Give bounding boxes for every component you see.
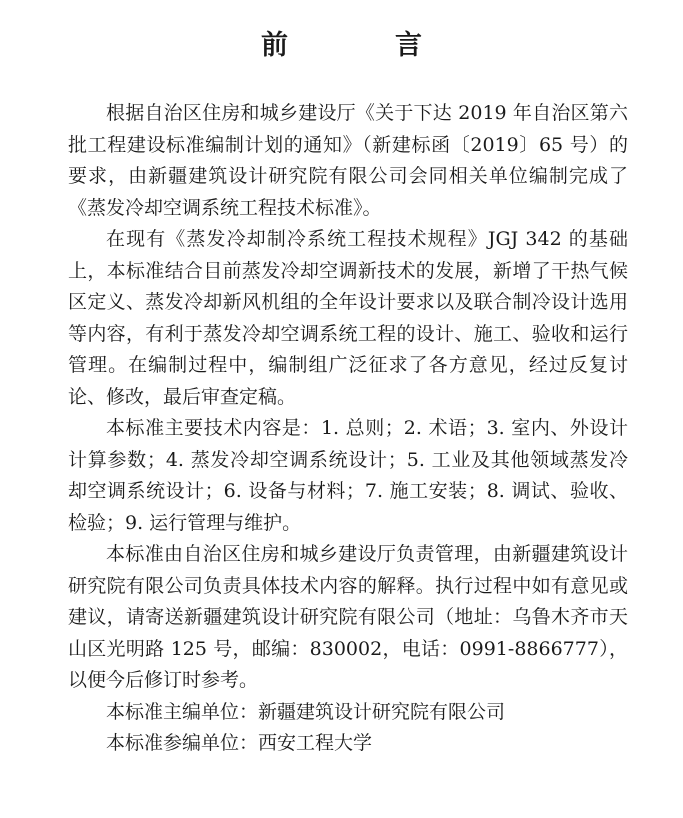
paragraph-contents: 本标准主要技术内容是：1. 总则；2. 术语；3. 室内、外设计计算参数；4. 蒸发冷却空调系统设计；5. 工业及其他领域蒸发冷却空调系统设计；6. 设备与材料；7. 施工安装；8. 调试、验收、检验；9. 运行管理与维护。 [68,417,628,534]
page-title: 前 言 [261,30,462,61]
paragraph-basis: 在现有《蒸发冷却制冷系统工程技术规程》JGJ 342 的基础上，本标准结合目前蒸发冷却空调新技术的发展，新增了干热气候区定义、蒸发冷却新风机组的全年设计要求以及联合制冷设计选用等内容，有利于蒸发冷却空调系统工程的设计、施工、验收和运行管理。在编制过程中，编制组广泛征求了各方意见，经过反复讨论、修改，最后审查定稿。 [68,228,628,408]
paragraph-chief-editor: 本标准主编单位：新疆建筑设计研究院有限公司 [106,700,506,723]
paragraph-co-editor: 本标准参编单位：西安工程大学 [106,732,373,754]
paragraph-background: 根据自治区住房和城乡建设厅《关于下达 2019 年自治区第六批工程建设标准编制计划的通知》（新建标函〔2019〕65 号）的要求，由新疆建筑设计研究院有限公司会同相关单位编制完成了《蒸发冷却空调系统工程技术标准》。 [68,102,628,219]
paragraph-management: 本标准由自治区住房和城乡建设厅负责管理，由新疆建筑设计研究院有限公司负责具体技术内容的解释。执行过程中如有意见或建议，请寄送新疆建筑设计研究院有限公司（地址：乌鲁木齐市天山区光明路 125 号，邮编：830002，电话：0991-8866777），以便今后修订时参考。 [68,543,628,691]
preface-body [68,98,628,760]
